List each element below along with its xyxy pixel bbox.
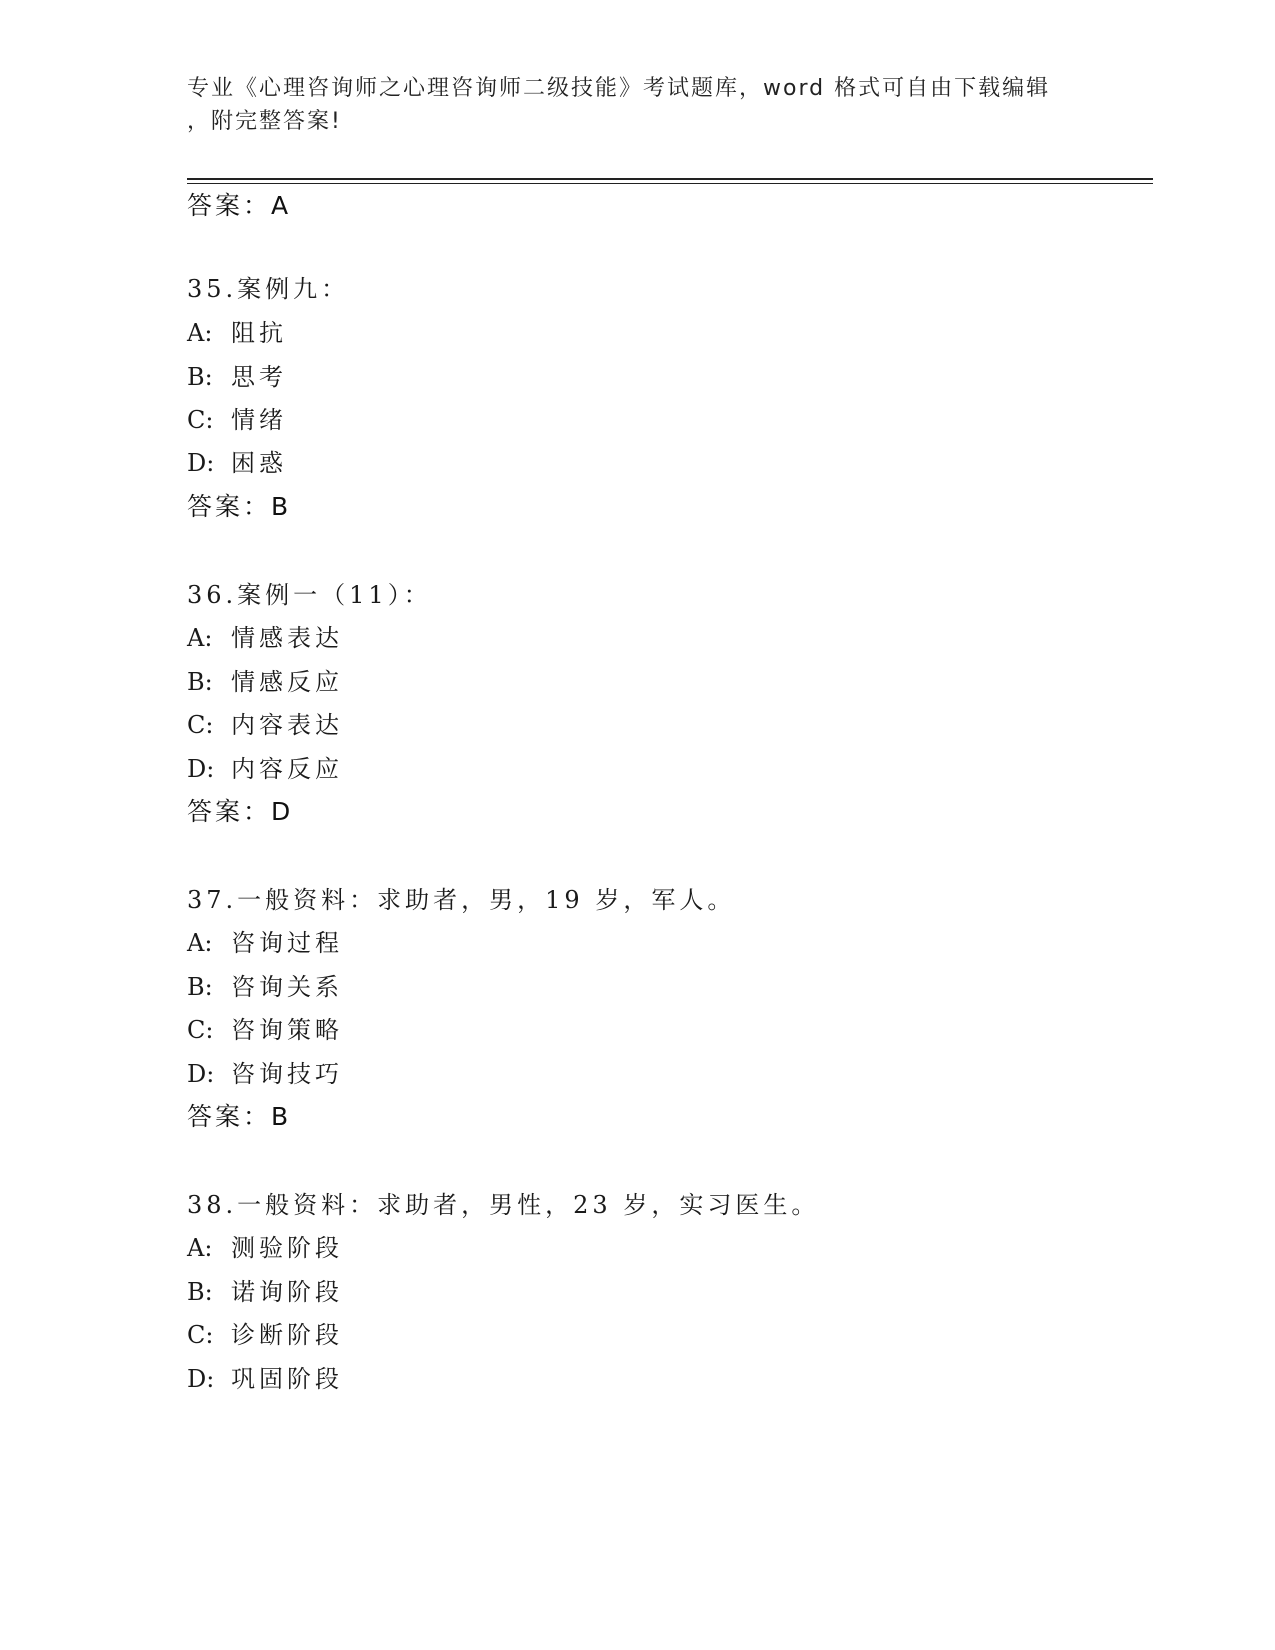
option-label: C: bbox=[187, 1016, 214, 1044]
option-c bbox=[187, 404, 287, 436]
option-label: D: bbox=[187, 449, 215, 477]
question-title: 36.案例一（11）： bbox=[187, 581, 432, 609]
option-text: 巩固阶段 bbox=[231, 1365, 343, 1393]
option-d bbox=[187, 753, 343, 785]
document-header bbox=[187, 72, 1067, 138]
option-text: 诺询阶段 bbox=[231, 1278, 343, 1306]
option-label: B: bbox=[187, 668, 213, 696]
option-label: D: bbox=[187, 755, 215, 783]
answer-line: 答案：A bbox=[187, 191, 292, 220]
option-label: A: bbox=[187, 624, 213, 652]
option-c bbox=[187, 1014, 343, 1046]
option-a bbox=[187, 317, 287, 349]
option-d bbox=[187, 447, 287, 479]
option-d bbox=[187, 1058, 343, 1090]
answer-line: 答案：B bbox=[187, 1102, 292, 1131]
option-b bbox=[187, 361, 287, 393]
question-title: 38.一般资料：求助者，男性，23 岁，实习医生。 bbox=[187, 1191, 820, 1219]
option-c bbox=[187, 709, 343, 741]
answer-line: 答案：B bbox=[187, 492, 292, 521]
option-label: D: bbox=[187, 1060, 215, 1088]
option-text: 内容表达 bbox=[231, 711, 343, 739]
option-b bbox=[187, 971, 343, 1003]
option-text: 情绪 bbox=[231, 406, 287, 434]
option-text: 情感反应 bbox=[231, 668, 343, 696]
header-divider-thick bbox=[187, 178, 1153, 180]
option-text: 咨询过程 bbox=[231, 929, 343, 957]
option-text: 情感表达 bbox=[231, 624, 343, 652]
option-label: D: bbox=[187, 1365, 215, 1393]
option-text: 困惑 bbox=[231, 449, 287, 477]
header-divider-thin bbox=[187, 183, 1153, 184]
header-line-1: 专业《心理咨询师之心理咨询师二级技能》考试题库，word 格式可自由下载编辑 bbox=[187, 76, 1051, 101]
option-label: C: bbox=[187, 406, 214, 434]
option-label: C: bbox=[187, 711, 214, 739]
option-b bbox=[187, 666, 343, 698]
option-d bbox=[187, 1363, 343, 1395]
option-label: B: bbox=[187, 973, 213, 1001]
option-text: 咨询关系 bbox=[231, 973, 343, 1001]
option-text: 测验阶段 bbox=[231, 1234, 343, 1262]
option-label: C: bbox=[187, 1321, 214, 1349]
option-label: A: bbox=[187, 1234, 213, 1262]
option-a bbox=[187, 1232, 343, 1264]
option-text: 咨询策略 bbox=[231, 1016, 343, 1044]
header-line-2: ，附完整答案! bbox=[187, 109, 342, 134]
question-title: 37.一般资料：求助者，男，19 岁，军人。 bbox=[187, 886, 736, 914]
question-title: 35.案例九： bbox=[187, 275, 350, 303]
option-label: B: bbox=[187, 363, 213, 391]
option-a bbox=[187, 622, 343, 654]
option-text: 阻抗 bbox=[231, 319, 287, 347]
option-text: 诊断阶段 bbox=[231, 1321, 343, 1349]
option-label: B: bbox=[187, 1278, 213, 1306]
option-label: A: bbox=[187, 319, 213, 347]
option-text: 思考 bbox=[231, 363, 287, 391]
option-label: A: bbox=[187, 929, 213, 957]
option-b bbox=[187, 1276, 343, 1308]
option-text: 咨询技巧 bbox=[231, 1060, 343, 1088]
option-a bbox=[187, 927, 343, 959]
answer-line: 答案：D bbox=[187, 797, 294, 826]
option-text: 内容反应 bbox=[231, 755, 343, 783]
option-c bbox=[187, 1319, 343, 1351]
